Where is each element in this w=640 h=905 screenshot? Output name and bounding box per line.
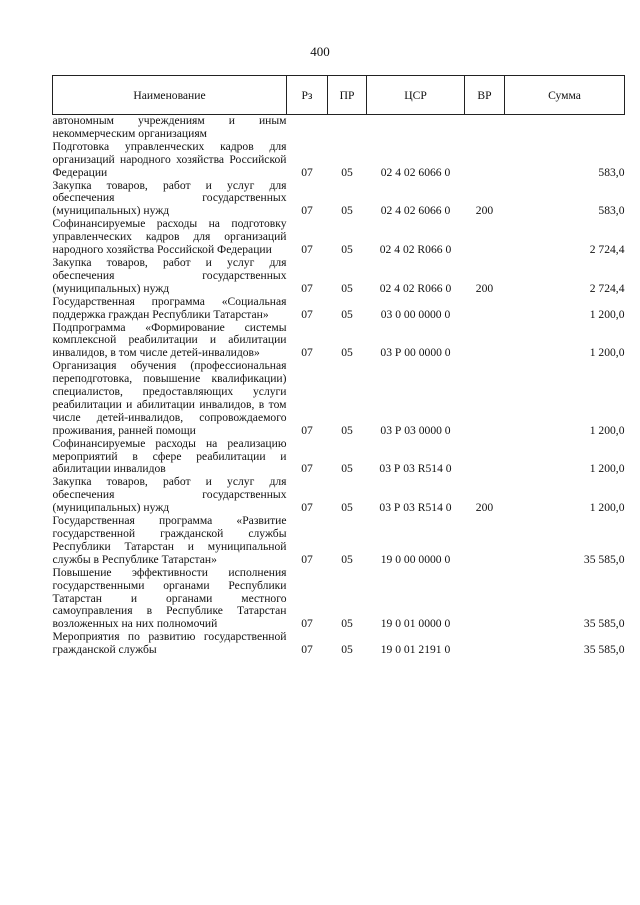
table-row <box>53 322 625 361</box>
row-csr: 02 4 02 6066 0 <box>380 204 451 218</box>
table-row <box>53 296 625 322</box>
column-header-sum: Сумма <box>505 76 625 115</box>
row-vr: 200 <box>475 501 494 515</box>
row-csr: 02 4 02 R066 0 <box>379 243 452 257</box>
table-row <box>53 180 625 219</box>
row-sum: 2 724,4 <box>589 243 625 257</box>
row-sum: 35 585,0 <box>583 617 625 631</box>
row-sum: 1 200,0 <box>589 423 625 437</box>
row-vr <box>465 567 505 632</box>
column-header-csr: ЦСР <box>367 76 465 115</box>
row-name: Подпрограмма «Формирование системы комплексной реабилитации и абилитации инвалидов, в том числе детей-инвалидов» <box>52 320 287 360</box>
table-row <box>53 515 625 567</box>
row-csr: 19 0 01 2191 0 <box>380 643 451 657</box>
row-rz: 07 <box>301 346 313 360</box>
row-pr: 05 <box>341 165 353 179</box>
row-csr: 03 Р 03 R514 0 <box>379 462 452 476</box>
row-vr <box>465 218 505 257</box>
row-csr: 02 4 02 R066 0 <box>379 281 452 295</box>
table-row <box>53 631 625 657</box>
row-rz: 07 <box>301 617 313 631</box>
row-pr: 05 <box>341 501 353 515</box>
row-csr: 03 Р 03 0000 0 <box>380 423 451 437</box>
row-rz: 07 <box>301 204 313 218</box>
row-rz: 07 <box>301 243 313 257</box>
row-vr <box>465 438 505 477</box>
table-row <box>53 476 625 515</box>
row-vr <box>465 115 505 141</box>
row-pr: 05 <box>341 307 353 321</box>
row-pr: 05 <box>341 423 353 437</box>
row-csr: 19 0 01 0000 0 <box>380 617 451 631</box>
row-csr: 03 Р 00 0000 0 <box>380 346 451 360</box>
row-csr: 02 4 02 6066 0 <box>380 165 451 179</box>
row-name: Подготовка управленческих кадров для организаций народного хозяйства Российской Федерации <box>52 139 287 179</box>
row-pr: 05 <box>341 204 353 218</box>
row-pr: 05 <box>341 243 353 257</box>
row-name: Софинансируемые расходы на реализацию мероприятий в сфере реабилитации и абилитации инвалидов <box>52 436 287 476</box>
row-pr: 05 <box>341 281 353 295</box>
budget-table <box>52 75 625 657</box>
row-sum: 35 585,0 <box>583 552 625 566</box>
row-vr <box>465 322 505 361</box>
row-vr <box>465 631 505 657</box>
row-name: Мероприятия по развитию государственной гражданской службы <box>52 630 287 657</box>
row-name: Повышение эффективности исполнения государственными органами Республики Татарстан и органами местного самоуправления в Республике Татарстан возложенных на них полномочий <box>52 565 287 631</box>
row-sum <box>505 115 625 141</box>
table-body <box>53 115 625 658</box>
row-rz: 07 <box>301 307 313 321</box>
row-name: Государственная программа «Социальная поддержка граждан Республики Татарстан» <box>52 294 287 321</box>
row-name: Софинансируемые расходы на подготовку управленческих кадров для организаций народного хозяйства Российской Федерации <box>52 217 287 257</box>
row-pr <box>328 115 367 141</box>
row-vr: 200 <box>475 281 494 295</box>
column-header-name: Наименование <box>53 76 287 115</box>
row-sum: 2 724,4 <box>589 281 625 295</box>
row-csr <box>367 115 465 141</box>
table-header <box>53 76 625 115</box>
row-csr: 03 0 00 0000 0 <box>380 307 451 321</box>
row-rz <box>287 115 328 141</box>
table-row <box>53 257 625 296</box>
row-rz: 07 <box>301 281 313 295</box>
row-pr: 05 <box>341 462 353 476</box>
table-row <box>53 360 625 437</box>
row-sum: 1 200,0 <box>589 462 625 476</box>
row-vr <box>465 141 505 180</box>
row-sum: 1 200,0 <box>589 501 625 515</box>
row-name: Закупка товаров, работ и услуг для обеспечения государственных (муниципальных) нужд <box>52 255 287 295</box>
column-header-rz: Рз <box>287 76 328 115</box>
row-rz: 07 <box>301 552 313 566</box>
table-row <box>53 567 625 632</box>
row-sum: 1 200,0 <box>589 346 625 360</box>
row-vr <box>465 360 505 437</box>
table-row <box>53 438 625 477</box>
row-pr: 05 <box>341 346 353 360</box>
page-number: 400 <box>310 44 330 59</box>
row-vr <box>465 296 505 322</box>
row-name: Закупка товаров, работ и услуг для обеспечения государственных (муниципальных) нужд <box>52 178 287 218</box>
row-pr: 05 <box>341 617 353 631</box>
row-vr: 200 <box>475 204 494 218</box>
row-pr: 05 <box>341 552 353 566</box>
row-rz: 07 <box>301 643 313 657</box>
row-csr: 19 0 00 0000 0 <box>380 552 451 566</box>
row-pr: 05 <box>341 643 353 657</box>
row-sum: 583,0 <box>598 165 625 179</box>
row-name: автономным учреждениям и иным некоммерческим организациям <box>52 114 287 140</box>
row-sum: 583,0 <box>598 204 625 218</box>
row-rz: 07 <box>301 501 313 515</box>
table-row <box>53 115 625 141</box>
row-rz: 07 <box>301 462 313 476</box>
column-header-vr: ВР <box>465 76 505 115</box>
row-rz: 07 <box>301 165 313 179</box>
row-vr <box>465 515 505 567</box>
row-name: Закупка товаров, работ и услуг для обеспечения государственных (муниципальных) нужд <box>52 475 287 515</box>
table-row <box>53 218 625 257</box>
row-sum: 35 585,0 <box>583 643 625 657</box>
row-name: Организация обучения (профессиональная переподготовка, повышение квалификации) специалистов, предоставляющих услуги реабилитации и абилитации инвалидов, в том числе детей-инвалидов, сопровождаемого проживания, ранней помощи <box>52 359 287 437</box>
row-rz: 07 <box>301 423 313 437</box>
row-csr: 03 Р 03 R514 0 <box>379 501 452 515</box>
column-header-pr: ПР <box>328 76 367 115</box>
row-sum: 1 200,0 <box>589 307 625 321</box>
table-row <box>53 141 625 180</box>
row-name: Государственная программа «Развитие государственной гражданской службы Республики Татарстан и муниципальной службы в Республике Татарстан» <box>52 514 287 566</box>
